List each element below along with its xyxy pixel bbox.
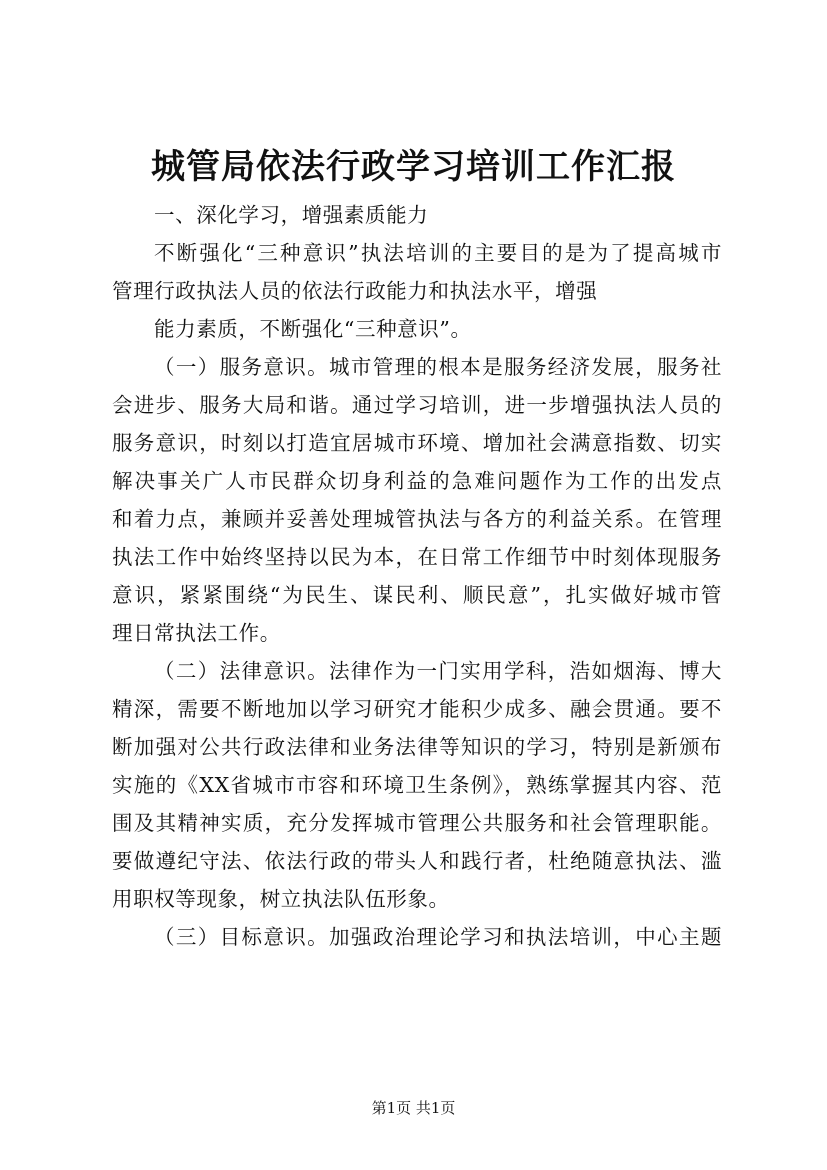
paragraph-line: 会进步、服务大局和谐。通过学习培训，进一步增强执法人员的 (112, 393, 722, 417)
paragraph-line: （一）服务意识。城市管理的根本是服务经济发展，服务社 (154, 355, 722, 379)
paragraph-line: 管理行政执法人员的依法行政能力和执法水平，增强 (112, 279, 598, 303)
document-body (112, 196, 722, 956)
paragraph-line: 执法工作中始终坚持以民为本，在日常工作细节中时刻体现服务 (112, 545, 722, 569)
paragraph-line: （三）目标意识。加强政治理论学习和执法培训，中心主题 (154, 925, 722, 949)
document-title: 城管局依法行政学习培训工作汇报 (151, 147, 676, 187)
paragraph-line: （二）法律意识。法律作为一门实用学科，浩如烟海、博大 (154, 659, 722, 683)
paragraph-line: 解决事关广人市民群众切身利益的急难问题作为工作的出发点 (112, 469, 722, 493)
paragraph-line: 用职权等现象，树立执法队伍形象。 (112, 887, 450, 911)
paragraph-line: 实施的《XX省城市市容和环境卫生条例》，熟练掌握其内容、范 (112, 773, 722, 797)
paragraph-line: 要做遵纪守法、依法行政的带头人和践行者，杜绝随意执法、滥 (112, 849, 722, 873)
section-heading: 一、深化学习，增强素质能力 (154, 203, 429, 227)
paragraph-line: 围及其精神实质，充分发挥城市管理公共服务和社会管理职能。 (112, 811, 722, 835)
page-number-footer: 第1页 共1页 (371, 1099, 456, 1117)
paragraph-line: 和着力点，兼顾并妥善处理城管执法与各方的利益关系。在管理 (112, 507, 722, 531)
paragraph-line: 理日常执法工作。 (112, 621, 281, 645)
paragraph-line: 意识，紧紧围绕“为民生、谋民利、顺民意”，扎实做好城市管 (112, 583, 722, 607)
paragraph-line: 能力素质，不断强化“三种意识”。 (154, 317, 472, 341)
paragraph-line: 断加强对公共行政法律和业务法律等知识的学习，特别是新颁布 (112, 735, 722, 759)
paragraph-line: 精深，需要不断地加以学习研究才能积少成多、融会贯通。要不 (112, 697, 722, 721)
paragraph-line: 不断强化“三种意识”执法培训的主要目的是为了提高城市 (154, 241, 722, 265)
paragraph-line: 服务意识，时刻以打造宜居城市环境、增加社会满意指数、切实 (112, 431, 722, 455)
